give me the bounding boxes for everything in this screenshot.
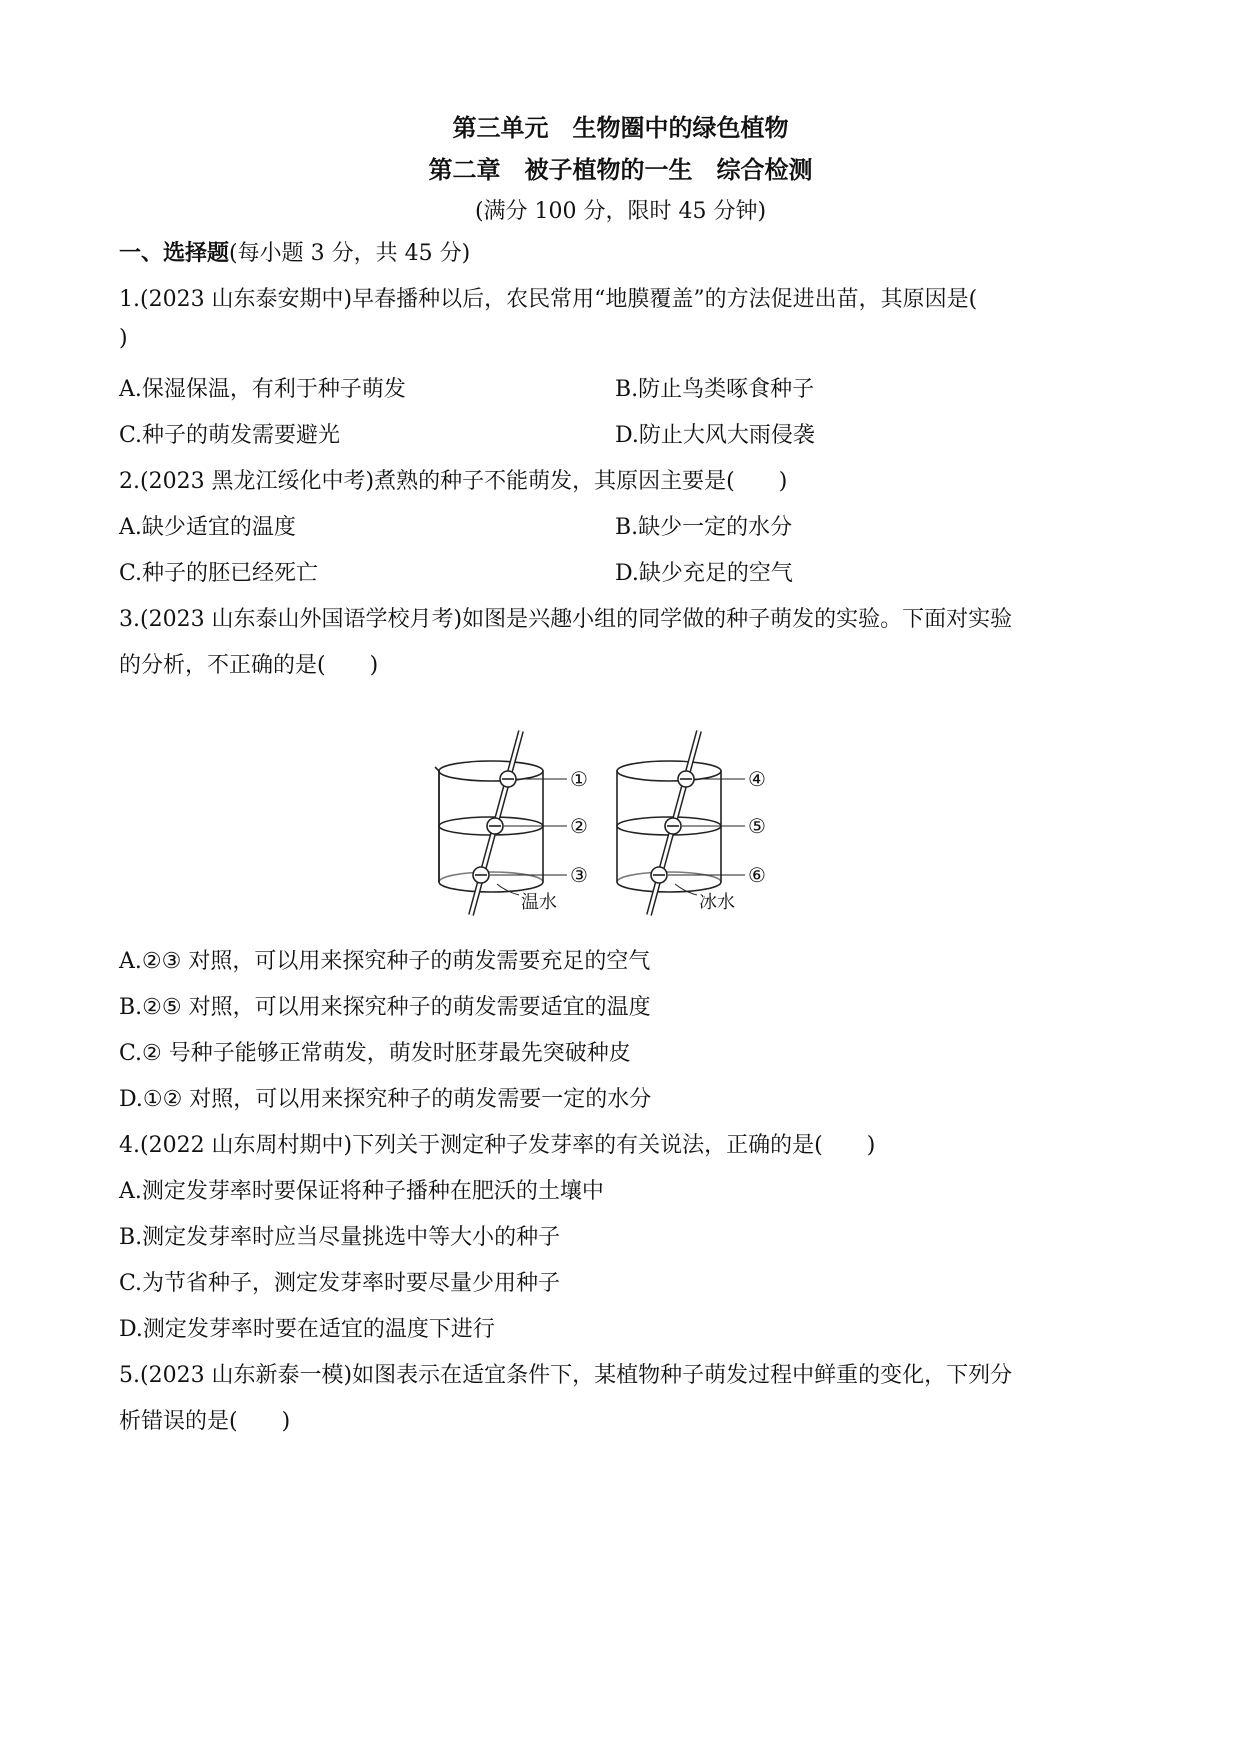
q2-option-a: A.缺少适宜的温度	[119, 515, 296, 540]
q2-option-b: B.缺少一定的水分	[615, 515, 793, 540]
chapter-title: 第二章 被子植物的一生 综合检测	[428, 155, 813, 184]
q4-option-a: A.测定发芽率时要保证将种子播种在肥沃的土壤中	[119, 1179, 604, 1204]
q2-stem-line-1: 2.(2023 黑龙江绥化中考)煮熟的种子不能萌发，其原因主要是( )	[119, 469, 788, 494]
label-5: ⑤	[748, 814, 766, 838]
q1-stem-line-1: 1.(2023 山东泰安期中)早春播种以后，农民常用“地膜覆盖”的方法促进出苗，其原因是(	[119, 287, 978, 312]
q3-stem-line-1: 3.(2023 山东泰山外国语学校月考)如图是兴趣小组的同学做的种子萌发的实验。下面对实验	[119, 607, 1013, 632]
label-4: ④	[748, 767, 766, 791]
seed-germination-figure	[427, 727, 817, 922]
q4-option-c: C.为节省种子，测定发芽率时要尽量少用种子	[119, 1271, 561, 1296]
label-2: ②	[570, 814, 588, 838]
q4-option-b: B.测定发芽率时应当尽量挑选中等大小的种子	[119, 1225, 561, 1250]
caption-warm-water: 温水	[521, 892, 557, 913]
unit-title: 第三单元 生物圈中的绿色植物	[452, 113, 789, 142]
q3-stem-line-2: 的分析，不正确的是( )	[119, 653, 379, 678]
q4-stem-line-1: 4.(2022 山东周村期中)下列关于测定种子发芽率的有关说法，正确的是( )	[119, 1133, 876, 1158]
label-1: ①	[570, 767, 588, 791]
section-note: (每小题 3 分，共 45 分)	[229, 241, 471, 266]
label-3: ③	[570, 863, 588, 887]
q2-option-c: C.种子的胚已经死亡	[119, 561, 319, 586]
q1-stem-line-2: )	[119, 326, 128, 351]
q5-stem-line-1: 5.(2023 山东新泰一模)如图表示在适宜条件下，某植物种子萌发过程中鲜重的变化，下列分	[119, 1363, 1013, 1388]
q4-option-d: D.测定发芽率时要在适宜的温度下进行	[119, 1317, 495, 1342]
q3-option-c: C.② 号种子能够正常萌发，萌发时胚芽最先突破种皮	[119, 1041, 631, 1066]
q3-option-b: B.②⑤ 对照，可以用来探究种子的萌发需要适宜的温度	[119, 995, 651, 1020]
q1-option-c: C.种子的萌发需要避光	[119, 423, 341, 448]
caption-ice-water: 冰水	[699, 892, 735, 913]
exam-info: (满分 100 分，限时 45 分钟)	[474, 199, 767, 224]
q5-stem-line-2: 析错误的是( )	[119, 1409, 291, 1434]
label-6: ⑥	[748, 863, 766, 887]
section-title: 一、选择题	[119, 240, 230, 266]
q3-option-d: D.①② 对照，可以用来探究种子的萌发需要一定的水分	[119, 1087, 652, 1112]
q2-option-d: D.缺少充足的空气	[615, 561, 793, 586]
q3-option-a: A.②③ 对照，可以用来探究种子的萌发需要充足的空气	[119, 949, 651, 974]
section-heading	[119, 236, 470, 267]
q1-option-a: A.保湿保温，有利于种子萌发	[119, 377, 406, 402]
q1-option-d: D.防止大风大雨侵袭	[615, 423, 815, 448]
q1-option-b: B.防止鸟类啄食种子	[615, 377, 815, 402]
